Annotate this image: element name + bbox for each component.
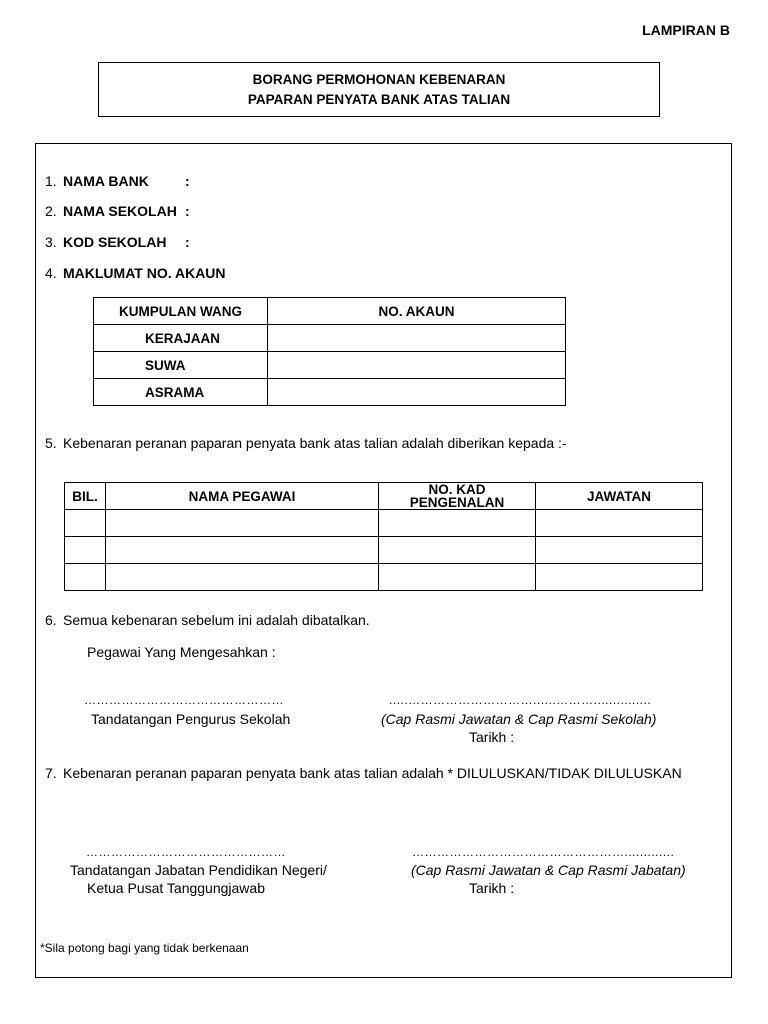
field-colon: : (185, 173, 190, 189)
account-table (93, 297, 566, 406)
nama-cell[interactable] (106, 564, 379, 591)
row-label: ASRAMA (94, 379, 268, 406)
item-number: 1. (45, 173, 57, 189)
form-title-line2: PAPARAN PENYATA BANK ATAS TALIAN (247, 92, 511, 107)
nama-cell[interactable] (106, 537, 379, 564)
ic-cell[interactable] (379, 564, 536, 591)
bil-cell[interactable] (65, 564, 106, 591)
header-nama-pegawai: NAMA PEGAWAI (106, 483, 379, 510)
jawatan-cell[interactable] (536, 564, 703, 591)
signature-label-ptj: Ketua Pusat Tanggungjawab (87, 880, 265, 896)
ic-cell[interactable] (379, 510, 536, 537)
bil-cell[interactable] (65, 537, 106, 564)
field-label: KOD SEKOLAH (63, 234, 167, 250)
item-text: Semua kebenaran sebelum ini adalah dibatalkan. (63, 612, 370, 628)
item-number: 7. (45, 765, 57, 781)
item-text: Kebenaran peranan paparan penyata bank atas talian adalah * DILULUSKAN/TIDAK DILULUSKAN (63, 765, 682, 781)
stamp-line-school: .....…………………………......………............... (389, 693, 652, 707)
form-title-box (98, 62, 660, 117)
bil-cell[interactable] (65, 510, 106, 537)
table-row (94, 325, 566, 352)
ic-cell[interactable] (379, 537, 536, 564)
signature-line-jpn: ………………………………………… (86, 845, 286, 859)
nama-cell[interactable] (106, 510, 379, 537)
stamp-line-department: ……………………………………………............. (412, 845, 675, 859)
field-colon: : (185, 203, 190, 219)
account-number-cell[interactable] (268, 379, 566, 406)
field-kod-sekolah (45, 234, 190, 250)
row-label: KERAJAAN (94, 325, 268, 352)
field-nama-bank (45, 173, 190, 189)
header-line: NO. KAD (428, 482, 486, 497)
stamp-label-department: (Cap Rasmi Jawatan & Cap Rasmi Jabatan) (411, 862, 686, 878)
field-label: NAMA SEKOLAH (63, 203, 177, 219)
header-no-akaun: NO. AKAUN (268, 298, 566, 325)
item-number: 5. (45, 435, 57, 451)
officer-table-header (65, 483, 703, 510)
signature-label-principal: Tandatangan Pengurus Sekolah (91, 711, 291, 727)
form-title-line1: BORANG PERMOHONAN KEBENARAN (252, 72, 506, 87)
item-number: 4. (45, 265, 57, 281)
account-number-cell[interactable] (268, 325, 566, 352)
table-row (65, 537, 703, 564)
date-label-1: Tarikh : (469, 729, 515, 745)
date-label-2: Tarikh : (469, 880, 515, 896)
field-nama-sekolah (45, 203, 190, 219)
footnote: *Sila potong bagi yang tidak berkenaan (40, 941, 249, 955)
field-maklumat-akaun (45, 265, 226, 281)
item-5 (45, 435, 567, 451)
item-number: 3. (45, 234, 57, 250)
header-line: PENGENALAN (409, 495, 505, 510)
signature-label-jpn: Tandatangan Jabatan Pendidikan Negeri/ (70, 862, 327, 878)
item-6 (45, 612, 370, 628)
field-label: MAKLUMAT NO. AKAUN (63, 265, 226, 281)
header-jawatan: JAWATAN (536, 483, 703, 510)
officer-label: Pegawai Yang Mengesahkan : (87, 644, 276, 660)
table-row (65, 564, 703, 591)
table-row (65, 510, 703, 537)
header-kumpulan-wang: KUMPULAN WANG (94, 298, 268, 325)
account-number-cell[interactable] (268, 352, 566, 379)
signature-line-principal: ………………………………………… (84, 693, 284, 707)
item-number: 2. (45, 203, 57, 219)
field-label: NAMA BANK (63, 173, 149, 189)
appendix-label: LAMPIRAN B (642, 22, 730, 38)
account-table-header (94, 298, 566, 325)
row-label: SUWA (94, 352, 268, 379)
item-7 (45, 765, 682, 781)
item-number: 6. (45, 612, 57, 628)
officer-table (64, 482, 703, 591)
jawatan-cell[interactable] (536, 537, 703, 564)
table-row (94, 352, 566, 379)
jawatan-cell[interactable] (536, 510, 703, 537)
item-text: Kebenaran peranan paparan penyata bank atas talian adalah diberikan kepada :- (63, 435, 567, 451)
table-row (94, 379, 566, 406)
field-colon: : (185, 234, 190, 250)
stamp-label-school: (Cap Rasmi Jawatan & Cap Rasmi Sekolah) (381, 711, 657, 727)
header-no-kad-pengenalan (379, 483, 536, 510)
header-bil: BIL. (65, 483, 106, 510)
